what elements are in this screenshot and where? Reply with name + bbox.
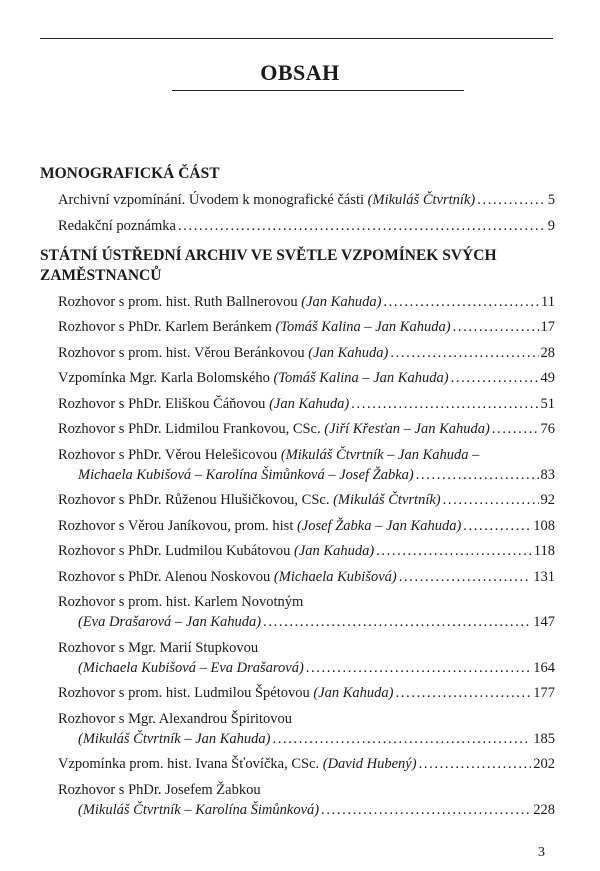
entry-author: Michaela Kubišová – Karolína Šimůnková – Josef Žabka) — [78, 466, 414, 483]
toc-entry-text — [58, 343, 388, 363]
toc-entry-line — [58, 541, 555, 561]
toc-entry-text — [58, 658, 304, 678]
toc-entry — [58, 541, 555, 561]
entry-title: Vzpomínka Mgr. Karla Bolomského — [58, 370, 274, 386]
entry-author: (Mikuláš Čtvrtník – Jan Kahuda) — [78, 730, 271, 747]
toc-entry — [58, 343, 555, 363]
entry-author: (Jiří Křesťan – Jan Kahuda) — [324, 421, 490, 437]
entry-title: Rozhovor s PhDr. Věrou Helešicovou — [58, 446, 281, 463]
toc-entry-line — [58, 638, 555, 658]
toc-entry-line — [58, 490, 555, 510]
entry-author: (Mikuláš Čtvrtník – Jan Kahuda – — [280, 446, 480, 463]
leader-dots — [351, 394, 538, 414]
entry-title: Rozhovor s prom. hist. Věrou Beránkovou — [58, 344, 309, 361]
toc-entry — [58, 317, 555, 337]
entry-title: Rozhovor s PhDr. Karlem Beránkem — [58, 319, 276, 335]
toc-entry-text — [58, 729, 271, 749]
leader-dots — [492, 419, 539, 439]
entry-author: (Tomáš Kalina – Jan Kahuda) — [273, 370, 449, 386]
toc-entry-text — [58, 754, 417, 774]
toc-entry-text — [58, 567, 397, 587]
entry-page: 51 — [540, 395, 555, 412]
toc-entry — [58, 683, 555, 703]
toc-entry-line — [58, 729, 555, 749]
toc-entry-text — [58, 800, 319, 820]
entry-title: Archivní vzpomínání. Úvodem k monografické části — [58, 192, 368, 208]
entry-title: Rozhovor s prom. hist. Karlem Novotným — [58, 594, 304, 610]
entry-page: 76 — [540, 421, 555, 437]
page-number: 3 — [538, 845, 545, 860]
toc-entry-line — [58, 780, 555, 800]
leader-dots — [273, 729, 532, 749]
page-title: OBSAH — [260, 60, 340, 85]
leader-dots — [396, 683, 532, 703]
toc-entry-line — [58, 394, 555, 414]
leader-dots — [376, 541, 532, 561]
toc-entry-text — [58, 292, 381, 312]
leader-dots — [419, 754, 532, 774]
toc-entry — [58, 780, 555, 820]
toc-entry-line — [58, 592, 555, 612]
entry-page: 5 — [547, 192, 555, 208]
entry-title: Rozhovor s PhDr. Josefem Žabkou — [58, 781, 261, 798]
entry-author: (Jan Kahuda) — [301, 293, 382, 310]
entry-author: (Mikuláš Čtvrtník) — [333, 492, 441, 508]
toc-entry — [58, 419, 555, 439]
toc-entry-text — [58, 592, 303, 612]
toc-entry — [58, 292, 555, 312]
entry-author: (Jan Kahuda) — [313, 685, 394, 701]
table-of-contents — [40, 164, 555, 825]
leader-dots — [451, 368, 539, 388]
entry-page: 118 — [533, 543, 555, 559]
entry-page: 9 — [547, 217, 555, 234]
leader-dots — [321, 800, 531, 820]
toc-entry — [58, 490, 555, 510]
toc-entry-text — [58, 216, 176, 236]
entry-page: 92 — [540, 492, 555, 508]
toc-entry-text — [58, 683, 394, 703]
toc-entry — [58, 592, 555, 632]
entry-title: Rozhovor s PhDr. Alenou Noskovou — [58, 568, 274, 585]
toc-entry — [58, 368, 555, 388]
entry-author: (Jan Kahuda) — [269, 395, 350, 412]
entry-title: Rozhovor s PhDr. Ludmilou Kubátovou — [58, 543, 295, 559]
toc-entry-text — [58, 394, 349, 414]
toc-entry-line — [58, 658, 555, 678]
toc-entry — [58, 394, 555, 414]
section-entries — [40, 292, 555, 820]
toc-entry — [58, 445, 555, 485]
toc-entry-line — [58, 292, 555, 312]
leader-dots — [383, 292, 539, 312]
toc-entry-line — [58, 465, 555, 485]
entry-title: Rozhovor s prom. hist. Ruth Ballnerovou — [58, 293, 302, 310]
entry-title: Rozhovor s Mgr. Marií Stupkovou — [58, 639, 259, 656]
toc-entry — [58, 216, 555, 236]
entry-author: (Michaela Kubišová) — [273, 568, 397, 585]
entry-page: 28 — [540, 344, 555, 361]
toc-entry — [58, 709, 555, 749]
leader-dots — [463, 516, 531, 536]
entry-author: (Tomáš Kalina – Jan Kahuda) — [275, 319, 451, 335]
toc-entry-text — [58, 419, 490, 439]
leader-dots — [399, 567, 532, 587]
toc-entry-line — [58, 800, 555, 820]
entry-page: 131 — [533, 568, 555, 585]
toc-entry-line — [58, 516, 555, 536]
entry-title: Rozhovor s Mgr. Alexandrou Špiritovou — [58, 710, 293, 727]
toc-entry-text — [58, 612, 261, 632]
leader-dots — [443, 490, 539, 510]
entry-page: 147 — [533, 614, 555, 630]
toc-entry-line — [58, 445, 555, 465]
toc-entry-text — [58, 190, 475, 210]
entry-title: Rozhovor s Věrou Janíkovou, prom. hist — [58, 517, 297, 534]
entry-page: 177 — [533, 685, 555, 701]
toc-entry-text — [58, 541, 374, 561]
entry-page: 185 — [533, 730, 555, 747]
entry-page: 164 — [533, 659, 555, 676]
entry-title: Rozhovor s PhDr. Lidmilou Frankovou, CSc. — [58, 421, 325, 437]
entry-author: (Josef Žabka – Jan Kahuda) — [296, 517, 462, 534]
entry-page: 228 — [533, 801, 555, 818]
toc-entry-text — [58, 638, 258, 658]
toc-entry — [58, 516, 555, 536]
section-heading — [40, 246, 555, 286]
toc-entry-text — [58, 445, 479, 465]
toc-entry-text — [58, 368, 449, 388]
toc-entry-text — [58, 780, 261, 800]
entry-author: (Eva Drašarová – Jan Kahuda) — [78, 614, 262, 630]
leader-dots — [416, 465, 539, 485]
leader-dots — [390, 343, 538, 363]
entry-author: (Jan Kahuda) — [308, 344, 389, 361]
title-rule — [172, 90, 464, 91]
entry-title: Redakční poznámka — [58, 217, 176, 234]
toc-entry-line — [58, 419, 555, 439]
leader-dots — [178, 216, 546, 236]
entry-title: Rozhovor s PhDr. Eliškou Čáňovou — [58, 395, 270, 412]
top-rule — [40, 38, 553, 39]
toc-entry-text — [58, 490, 441, 510]
entry-author: (Jan Kahuda) — [294, 543, 375, 559]
toc-entry-line — [58, 754, 555, 774]
section-entries — [40, 190, 555, 236]
toc-entry-line — [58, 317, 555, 337]
toc-entry-line — [58, 368, 555, 388]
entry-page: 202 — [533, 756, 555, 772]
section-heading: MONOGRAFICKÁ ČÁST — [40, 165, 220, 182]
toc-entry-text — [58, 709, 292, 729]
toc-entry-text — [58, 317, 451, 337]
entry-title: Rozhovor s PhDr. Růženou Hlušičkovou, CSc. — [58, 492, 334, 508]
leader-dots — [306, 658, 531, 678]
entry-author: (Mikuláš Čtvrtník) — [367, 192, 476, 208]
leader-dots — [477, 190, 546, 210]
entry-page: 49 — [540, 370, 555, 386]
section-heading-line: STÁTNÍ ÚSTŘEDNÍ ARCHIV VE SVĚTLE VZPOMÍNEK SVÝCH — [40, 246, 497, 264]
leader-dots — [453, 317, 539, 337]
toc-entry — [58, 190, 555, 210]
entry-page: 83 — [540, 466, 555, 483]
entry-title: Vzpomínka prom. hist. Ivana Šťovíčka, CSc. — [58, 756, 323, 772]
toc-entry-line — [58, 612, 555, 632]
leader-dots — [263, 612, 531, 632]
toc-entry-line — [58, 709, 555, 729]
toc-entry-line — [58, 567, 555, 587]
section-heading-line: ZAMĚSTNANCŮ — [40, 266, 162, 284]
toc-entry-line — [58, 683, 555, 703]
toc-entry — [58, 567, 555, 587]
entry-title: Rozhovor s prom. hist. Ludmilou Špétovou — [58, 685, 314, 701]
entry-author: (David Hubený) — [322, 756, 417, 772]
toc-entry-line — [58, 216, 555, 236]
entry-page: 108 — [533, 517, 555, 534]
toc-entry — [58, 754, 555, 774]
toc-entry-text — [58, 516, 461, 536]
entry-author: (Mikuláš Čtvrtník – Karolína Šimůnková) — [78, 801, 320, 818]
entry-page: 17 — [540, 319, 555, 335]
entry-author: (Michaela Kubišová – Eva Drašarová) — [78, 659, 304, 676]
entry-page: 11 — [541, 293, 555, 310]
toc-entry-line — [58, 343, 555, 363]
toc-entry — [58, 638, 555, 678]
toc-entry-text — [58, 465, 414, 485]
toc-entry-line — [58, 190, 555, 210]
